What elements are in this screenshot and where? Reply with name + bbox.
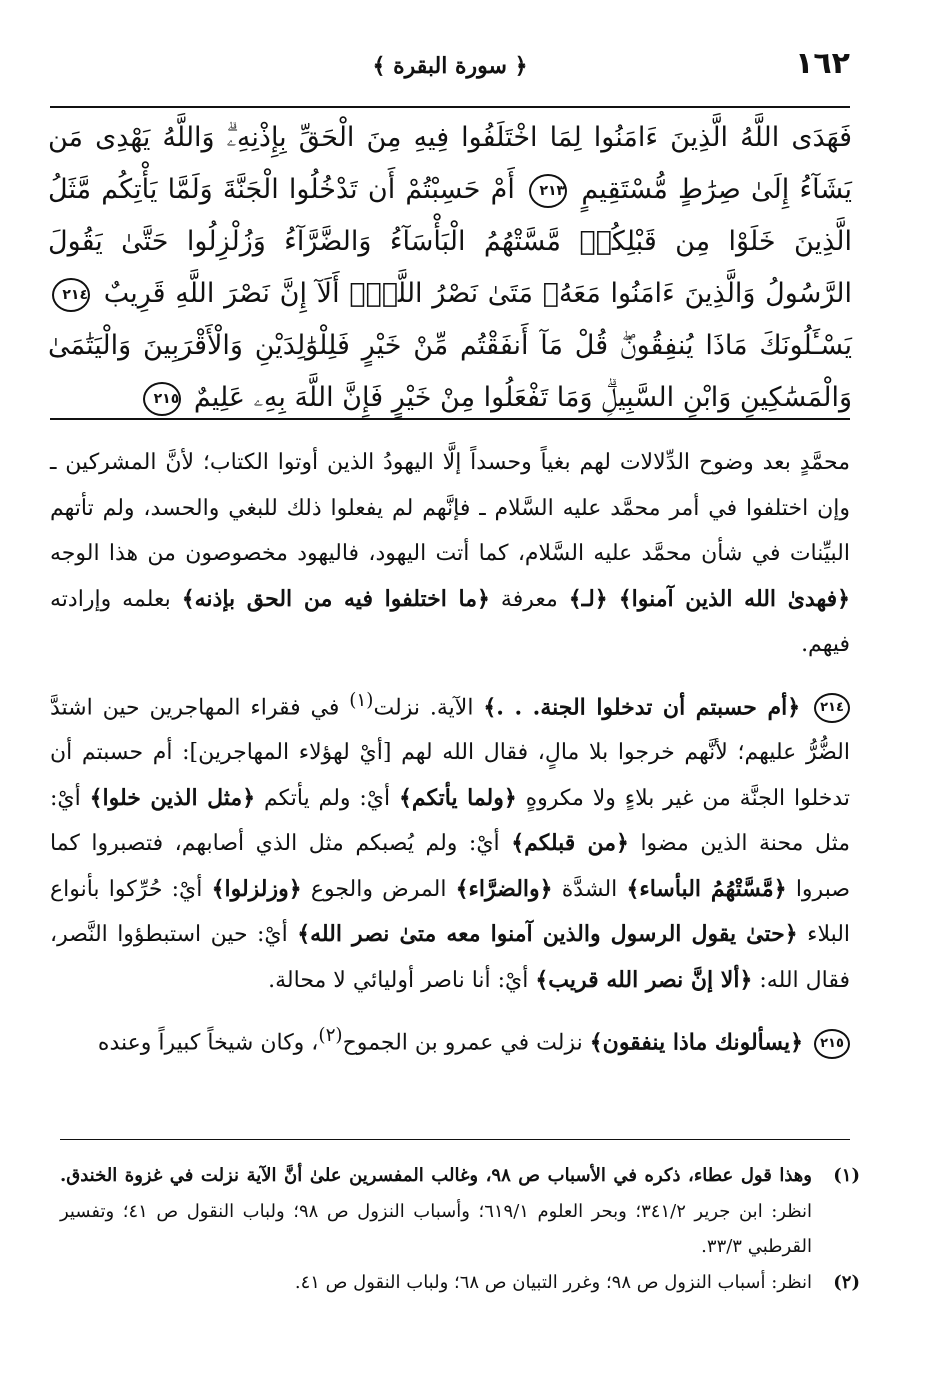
commentary-text: أيْ: أنا ناصر أوليائي لا محالة. [268, 967, 529, 993]
footnote-number: (٢) [833, 1271, 860, 1293]
commentary-text: ، وكان شيخاً كبيراً وعنده [97, 1030, 319, 1056]
quoted-verse: ﴿والضرَّاء﴾ [455, 875, 553, 902]
commentary-paragraph [50, 1013, 850, 1066]
quoted-verse: ﴿حتىٰ يقول الرسول والذين آمنوا معه متىٰ نصر الله﴾ [297, 921, 798, 948]
quoted-verse: ﴿فهدىٰ الله الذين آمنوا﴾ [618, 585, 851, 612]
verse-number-badge: ٢١٤ [814, 693, 850, 723]
quoted-verse: ﴿ما اختلفوا فيه من الحق بإذنه﴾ [181, 585, 490, 612]
quran-verse-text: فَهَدَى اللَّهُ الَّذِينَ ءَامَنُوا لِمَا اخْتَلَفُوا فِيهِ مِنَ الْحَقِّ بِإِذْنِهِۦۗ وَاللَّهُ يَهْدِى مَن يَشَآءُ إِلَىٰ صِرَٰطٍ مُّسْتَقِيمٍ [48, 122, 852, 205]
quoted-verse: ﴿وزلزلوا﴾ [211, 875, 302, 902]
page-header [50, 44, 850, 96]
footnote-text: انظر: ابن جرير ٣٤١/٢؛ وبحر العلوم ٦١٩/١؛ وأسباب النزول ص ٩٨؛ ولباب النقول ص ٤١؛ وتفسير القرطبي ٣٣/٣. [60, 1200, 813, 1257]
footnote-divider [60, 1139, 850, 1140]
ayah-number-marker: ٢١٤ [52, 278, 90, 312]
quoted-verse: ﴿أم حسبتم أن تدخلوا الجنة. . .﴾ [483, 693, 801, 720]
quoted-verse: ﴿ولما يأتكم﴾ [398, 784, 517, 811]
ayah-number-marker: ٢١٥ [143, 382, 181, 416]
header-divider [50, 106, 850, 108]
commentary-text: أيْ: حين استبطؤوا النَّصر، فقال الله: [50, 922, 850, 993]
commentary-paragraph [50, 678, 850, 1004]
verse-number-badge: ٢١٥ [814, 1029, 850, 1059]
commentary-text: أيْ: ولم يُصبكم مثل الذي أصابهم، فتصبروا كما صبروا [50, 831, 851, 902]
commentary-text: محمَّدٍ بعد وضوح الدِّلالات لهم بغياً وحسداً إلَّا اليهودُ الذين أوتوا الكتاب؛ لأنَّ المشركين ـ وإن اختلفوا في أمر محمَّد عليه السَّلام ـ فإنَّهم لم يفعلوا ذلك للبغي والحسد، ولم تأتهم البيِّنات في شأن محمَّد عليه السَّلام، كما أتت اليهود، فاليهود مخصوصون من هذا الوجه [50, 450, 850, 566]
quoted-verse: ﴿ألا إنَّ نصر الله قريب﴾ [535, 966, 753, 993]
quran-verse-text: يَسْـَٔلُونَكَ مَاذَا يُنفِقُونَۖ قُلْ مَآ أَنفَقْتُم مِّنْ خَيْرٍ فَلِلْوَٰلِدَيْنِ وَالْأَقْرَبِينَ وَالْيَتَٰمَىٰ وَالْمَسَٰكِينِ وَابْنِ السَّبِيلِۗ وَمَا تَفْعَلُوا مِنْ خَيْرٍ فَإِنَّ اللَّهَ بِهِۦ عَلِيمٌ [48, 330, 852, 413]
surah-title: ﴿ سورة البقرة ﴾ [372, 53, 528, 79]
quran-verses-block [48, 112, 852, 424]
commentary-text: معرفة [500, 586, 558, 612]
commentary-text: المرض والجوع [310, 876, 447, 902]
page-number: ١٦٢ [795, 46, 850, 81]
footnote-number: (١) [833, 1165, 860, 1186]
commentary-text: أيْ: مثل محنة الذين مضوا [50, 785, 851, 857]
quoted-verse: ﴿مثل الذين خلوا﴾ [89, 784, 256, 811]
ayah-number-marker: ٢١٣ [529, 174, 567, 208]
quoted-verse: ﴿لـ﴾ [568, 585, 608, 612]
commentary-text: أيْ: ولم يأتكم [263, 785, 391, 811]
commentary-block [50, 440, 850, 1076]
footnote-reference: (١) [349, 689, 374, 711]
commentary-paragraph [50, 440, 850, 668]
commentary-text: بعلمه وإرادته فيهم. [50, 586, 850, 657]
footnote-reference: (٢) [318, 1025, 343, 1047]
commentary-text: في فقراء المهاجرين حين اشتدَّ الضُّرُّ عليهم؛ لأنَّهم خرجوا بلا مالٍ، فقال الله لهم [أيْ لهؤلاء المهاجرين]: أم حسبتم أن تدخلوا الجنَّة من غير بلاءٍ ولا مكروهٍ [50, 694, 851, 811]
quoted-verse: ﴿يسألونك ماذا ينفقون﴾ [589, 1029, 803, 1056]
quran-verse-text: أَمْ حَسِبْتُمْ أَن تَدْخُلُوا الْجَنَّةَ وَلَمَّا يَأْتِكُم مَّثَلُ الَّذِينَ خَلَوْا مِن قَبْلِكُمۖ مَّسَّتْهُمُ الْبَأْسَآءُ وَالضَّرَّآءُ وَزُلْزِلُوا حَتَّىٰ يَقُولَ الرَّسُولُ وَالَّذِينَ ءَامَنُوا مَعَهُۥ مَتَىٰ نَصْرُ اللَّهِۗ أَلَآ إِنَّ نَصْرَ اللَّهِ قَرِيبٌ [48, 174, 852, 309]
quoted-verse: ﴿مَّسَّتْهُمُ البأساء﴾ [626, 875, 787, 902]
commentary-text: نزلت في عمرو بن الجموح [342, 1030, 583, 1056]
footnote-text: انظر: أسباب النزول ص ٩٨؛ وغرر التبيان ص ٦٨؛ ولباب النقول ص ٤١. [294, 1271, 812, 1293]
footnote-text: وهذا قول عطاء، ذكره في الأسباب ص ٩٨، وغالب المفسرين علىٰ أنَّ الآية نزلت في غزوة الخندق. [60, 1165, 812, 1186]
quran-divider [50, 418, 850, 420]
commentary-text: الشدَّة [561, 876, 618, 902]
quoted-verse: ﴿من قبلكم﴾ [511, 830, 629, 857]
commentary-text: أيْ: حُرِّكوا بأنواع البلاء [50, 876, 851, 948]
footnote [60, 1158, 860, 1265]
commentary-text: الآية. نزلت [373, 694, 474, 720]
footnote [60, 1265, 860, 1301]
footnotes-block [60, 1158, 860, 1300]
